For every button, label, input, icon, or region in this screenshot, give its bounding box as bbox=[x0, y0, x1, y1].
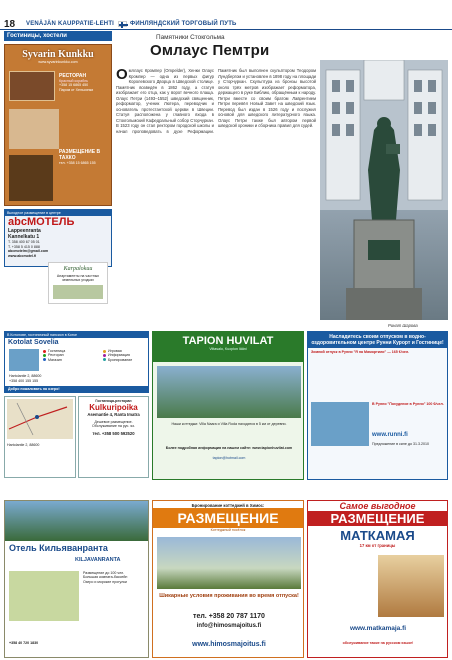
hotel-photo bbox=[9, 109, 59, 149]
kulkuripoika-address: Asemantie 4, Ranta Imatra bbox=[87, 412, 140, 418]
matkamaja-photo bbox=[378, 555, 444, 617]
runni-period: Предложение в силе до 31.3.2010 bbox=[372, 442, 429, 446]
bullet-icon bbox=[43, 350, 46, 353]
kiljavanranta-photo-2 bbox=[9, 571, 79, 621]
himos-ad bbox=[152, 500, 304, 658]
matkamaja-top: Самое выгодное bbox=[339, 501, 416, 511]
bullet-icon bbox=[103, 358, 106, 361]
article-text: мллаус Кромпер (Ompelder), Хенки Олаус Кромпер — одна из первых фигур Королевского Дворца в Шведской столице. Памятник возведён в 1862 году, а статуя изображает его отца, как у ворот вечного плаща. Олаус Петри (1493–1552) шведский священник, реформатор, ученик Лютера, переводчик и основатель протестантской церкви в Швеции. Статуя расположена у главного входа в Стокгольмский Кафедральный собор Сторчуркан. В 1523 году он стал ректором городской школы и начал проповедовать в духе Реформации. Памятник был выполнен скульптором Теодором Лундбергом и установлен в 1898 году на площади у Сторчуркан. Скульптура из бронзы высотой около трёх метров изображает реформатора, держащего в руке Библию, обращённым к народу. Петри вместе со своим братом Лаврентием Петри перевёл Новый Завет на шведский язык. Перевод был издан в 1526 году и послужил основой для шведского литературного языка. Олаус Петри также был автором первой шведской хроники и сборника правил для судей. bbox=[116, 68, 316, 134]
restaurant-photo bbox=[9, 71, 55, 101]
article-kicker: Памятники Стокгольма bbox=[156, 34, 225, 41]
motel-street: Kannelkatu 1 bbox=[8, 234, 40, 241]
service-item: Магазин bbox=[43, 358, 87, 362]
kilja-bullet: Размещение до 100 чел. bbox=[83, 571, 125, 575]
himos-site[interactable]: www.himosmajoitus.fi bbox=[192, 641, 266, 648]
matkamaja-site[interactable]: www.matkamaja.fi bbox=[349, 625, 407, 632]
kiljavanranta-photo bbox=[5, 501, 148, 541]
finland-flag-icon bbox=[118, 21, 127, 27]
tapion-banner bbox=[153, 332, 303, 362]
bullet-icon bbox=[103, 350, 106, 353]
runni-ad bbox=[307, 331, 448, 480]
kotolat-brand: Kotolat Sovelia bbox=[8, 339, 59, 347]
himos-caption: Шикарные условия проживания во время отпуска! bbox=[159, 593, 299, 599]
restaurant-sub: Красный корабль bbox=[59, 79, 88, 83]
himos-big: РАЗМЕЩЕНИЕ bbox=[153, 508, 303, 528]
service-item: Гостиница bbox=[43, 349, 87, 353]
restaurant-label: РЕСТОРАН bbox=[59, 73, 87, 79]
karpalokuu-title: Karpalokuu bbox=[63, 266, 93, 272]
kilja-bullet: Озеро и морские прогулки bbox=[83, 579, 127, 584]
runni-site[interactable]: www.runni.fi bbox=[372, 432, 408, 438]
running-head: VENÄJÄN KAUPPATIE-LEHTI bbox=[26, 21, 115, 27]
tapion-caption: Наши коттеджи: Villa Naara и Villa Roda находятся в 5 км от деревни. bbox=[171, 422, 287, 426]
hours-note: Паром от Хельсинки bbox=[59, 87, 94, 92]
map-address: Hartolantie 2, 88600 bbox=[7, 443, 40, 447]
kiljavanranta-ad bbox=[4, 500, 149, 658]
matkamaja-brand: МАТКАМАЯ bbox=[340, 528, 415, 543]
motel-top-note: Выгодное размещение в центре bbox=[5, 210, 111, 216]
karpalokuu-text: Апартаменты на частных земельных угодьях bbox=[56, 274, 100, 283]
motel-phone: Т. 358 400 67 05 01 bbox=[8, 240, 40, 245]
runni-title: Насладитесь своим отпуском в водно-оздоровительном центре Рунни Курорт и Гостинице! bbox=[308, 332, 447, 348]
bullet-icon bbox=[103, 354, 106, 357]
kiljavanranta-brand: KILJAVANRANTA bbox=[75, 557, 121, 563]
kilja-bullet: Большая комната-бассейн bbox=[83, 575, 128, 580]
room-photo bbox=[9, 155, 53, 201]
kiljavanranta-phone: +358 40 720 1830 bbox=[9, 641, 39, 645]
kotolat-address: Hartolantie 2, 88600 bbox=[9, 374, 42, 378]
kulkuripoika-name: Kulkuripoika bbox=[89, 403, 138, 413]
kotolat-phone: +358 400 155 155 bbox=[9, 379, 39, 383]
abc-motel-ad bbox=[4, 209, 112, 267]
article-body bbox=[116, 68, 316, 316]
tapion-ad bbox=[152, 331, 304, 480]
map-roads bbox=[7, 399, 73, 439]
service-item: Бронирование bbox=[103, 358, 147, 362]
placement-title: РАЗМЕЩЕНИЕ В ТАХКО bbox=[59, 149, 101, 161]
dropcap: О bbox=[116, 68, 128, 83]
motel-site[interactable]: www.abcmotel.fi bbox=[8, 253, 37, 258]
statue-photo bbox=[320, 60, 448, 320]
karpalokuu-ad bbox=[48, 262, 108, 304]
matkamaja-big: РАЗМЕЩЕНИЕ bbox=[308, 511, 447, 526]
article-headline: Омлаус Пемтри bbox=[150, 42, 270, 59]
kiljavanranta-title: Отель Кильяванранта bbox=[9, 543, 108, 553]
route-map bbox=[7, 399, 73, 439]
kotolat-photo bbox=[9, 349, 39, 371]
service-item: Игровая bbox=[103, 349, 147, 353]
tapion-photo bbox=[157, 366, 301, 418]
tapion-subtitle: Viitasalo, Kuopion lääni bbox=[209, 347, 247, 351]
svyarin-title: Syvarin Kunkku bbox=[22, 49, 94, 60]
kotolat-ad bbox=[4, 331, 149, 393]
service-item: Информация bbox=[103, 353, 147, 357]
runni-offer-1: Зимний отпуск в Рунни "Я на Мамортили" — 165 €/чел. bbox=[311, 350, 410, 354]
tapion-email[interactable]: tapion@hotmail.com bbox=[212, 456, 246, 460]
karpalokuu-photo bbox=[53, 285, 103, 299]
kotolat-footer: Добро пожаловать на озеро! bbox=[5, 386, 148, 392]
page-header bbox=[0, 0, 452, 30]
map-ad bbox=[4, 396, 76, 478]
himos-top: Бронирование коттеджей в Химос: bbox=[191, 503, 265, 508]
running-head-ru: ФИНЛЯНДСКИЙ ТОРГОВЫЙ ПУТЬ bbox=[130, 21, 237, 27]
bullet-icon bbox=[43, 358, 46, 361]
himos-photo bbox=[157, 537, 301, 589]
kulkuripoika-text: Дешевое размещение. bbox=[94, 419, 133, 424]
motel-fax: Т. +358 5 415 0 888 bbox=[8, 244, 40, 249]
himos-sub: Коттеджный посёлок bbox=[210, 528, 246, 533]
kulkuripoika-text2: Обслуживание на рус. яз. bbox=[92, 424, 135, 429]
motel-email[interactable]: abcmotelm@gmail.com bbox=[8, 249, 49, 254]
runni-offer-2: В Рунни "Похудение в Рунни" 100 €/чел. bbox=[372, 402, 444, 406]
kotolat-header: В Котолове, гостиничный пансион в Котке bbox=[5, 332, 148, 338]
svyarin-ad bbox=[4, 44, 112, 206]
matkamaja-ad bbox=[307, 500, 448, 658]
kulkuripoika-ad bbox=[78, 396, 149, 478]
kulkuripoika-title: Гостиница-ресторан bbox=[95, 399, 132, 403]
matkamaja-bottom: обслуживание также на русском языке! bbox=[342, 641, 414, 645]
restaurant-phone: +358 15 6865 450 bbox=[59, 83, 89, 88]
himos-phone: тел. +358 20 787 1170 bbox=[193, 613, 265, 620]
matkamaja-price: 17 км от границы bbox=[359, 543, 396, 548]
statue-illustration bbox=[320, 60, 448, 320]
photo-credit: Ринат Шарова bbox=[388, 323, 418, 328]
service-item: Ресторан bbox=[43, 353, 87, 357]
runni-photo bbox=[311, 402, 369, 446]
tapion-title: TAPION HUVILAT bbox=[182, 335, 274, 347]
motel-brand: abcМОТЕЛЬ bbox=[8, 216, 75, 229]
page-number: 18 bbox=[4, 19, 16, 30]
motel-city: Lappeenranta bbox=[8, 228, 41, 235]
svyarin-url[interactable]: www.syvarinkunkku.com bbox=[38, 60, 78, 64]
placement-phone: тел. +358 15 6865 155 bbox=[59, 161, 96, 165]
kulkuripoika-phone: тел. +358 500 592520 bbox=[92, 431, 135, 437]
himos-email[interactable]: info@himosmajoitus.fi bbox=[196, 623, 262, 629]
bullet-icon bbox=[43, 354, 46, 357]
tapion-contact[interactable]: Более подробная информация на нашем сайте: www.tapionhuvilat.com bbox=[165, 446, 293, 450]
section-heading: Гостиницы, хостели bbox=[4, 31, 112, 41]
